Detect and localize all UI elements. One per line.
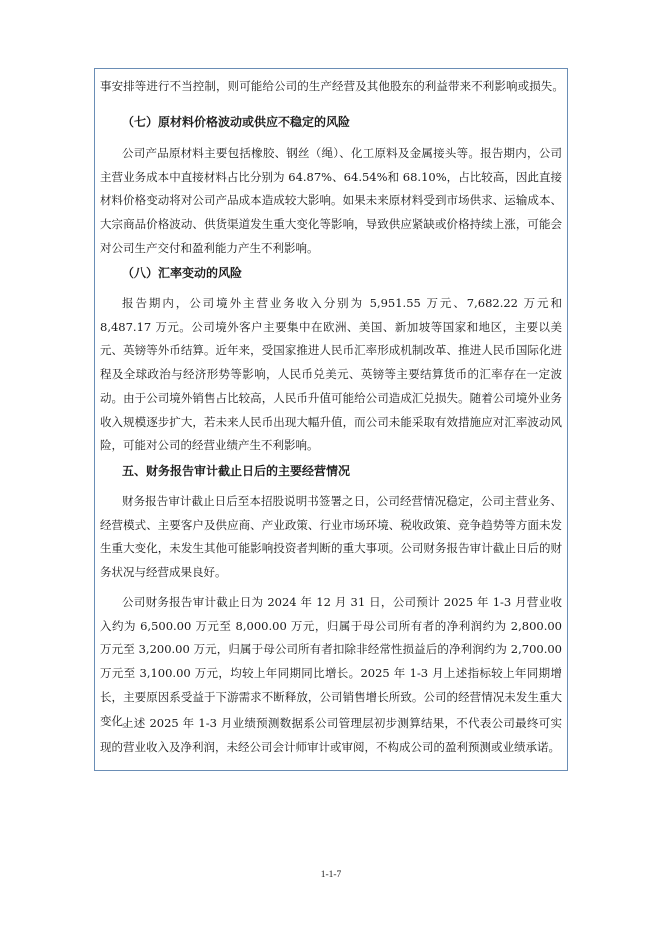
section-7-paragraph: 公司产品原材料主要包括橡胶、钢丝（绳）、化工原料及金属接头等。报告期内，公司主营业务成本中直接材料占比分别为 64.87%、64.54%和 68.10%，占比较高，因此直接材料价格变动将对公司产品成本造成较大影响。如果未来原材料受到市场供求、运输成本、大宗商品价格波动、供货渠道发生重大变化等影响，导致供应紧缺或价格持续上涨，可能会对公司生产交付和盈利能力产生不利影响。: [100, 146, 562, 255]
section-8-heading: （八）汇率变动的风险: [122, 266, 243, 280]
section-5-paragraph-3: 上述 2025 年 1-3 月业绩预测数据系公司管理层初步测算结果，不代表公司最终可实现的营业收入及净利润，未经公司会计师审计或审阅，不构成公司的盈利预测或业绩承诺。: [100, 716, 562, 754]
section-5-paragraph-2: 公司财务报告审计截止日为 2024 年 12 月 31 日，公司预计 2025 年 1-3 月营业收入约为 6,500.00 万元至 8,000.00 万元，归属于母公司所有者的净利润约为 2,800.00 万元至 3,200.00 万元，归属于母公司所有者扣除非经常性损益后的净利润约为 2,700.00 万元至 3,100.00 万元，均较上年同期同比增长。2025 年 1-3 月上述指标较上年同期增长，主要原因系受益于下游需求不断释放，公司销售增长所致。公司的经营情况未发生重大变化。: [100, 595, 562, 728]
section-5-paragraph-1: 财务报告审计截止日后至本招股说明书签署之日，公司经营情况稳定，公司主营业务、经营模式、主要客户及供应商、产业政策、行业市场环境、税收政策、竞争趋势等方面未发生重大变化，未发生其他可能影响投资者判断的重大事项。公司财务报告审计截止日后的财务状况与经营成果良好。: [100, 494, 562, 580]
section-8-paragraph: 报告期内，公司境外主营业务收入分别为 5,951.55 万元、7,682.22 万元和 8,487.17 万元。公司境外客户主要集中在欧洲、美国、新加坡等国家和地区，主要以美元、英镑等外币结算。近年来，受国家推进人民币汇率形成机制改革、推进人民币国际化进程及全球政治与经济形势等影响，人民币兑美元、英镑等主要结算货币的汇率存在一定波动。由于公司境外销售占比较高，人民币升值可能给公司造成汇兑损失。随着公司境外业务收入规模逐步扩大，若未来人民币出现大幅升值，而公司未能采取有效措施应对汇率波动风险，可能对公司的经营业绩产生不利影响。: [100, 296, 562, 453]
page-number: 1-1-7: [320, 870, 342, 880]
section-5-heading: 五、财务报告审计截止日后的主要经营情况: [122, 464, 351, 478]
continuation-text: 事安排等进行不当控制，则可能给公司的生产经营及其他股东的利益带来不利影响或损失。: [100, 79, 564, 93]
section-7-heading: （七）原材料价格波动或供应不稳定的风险: [122, 115, 351, 129]
